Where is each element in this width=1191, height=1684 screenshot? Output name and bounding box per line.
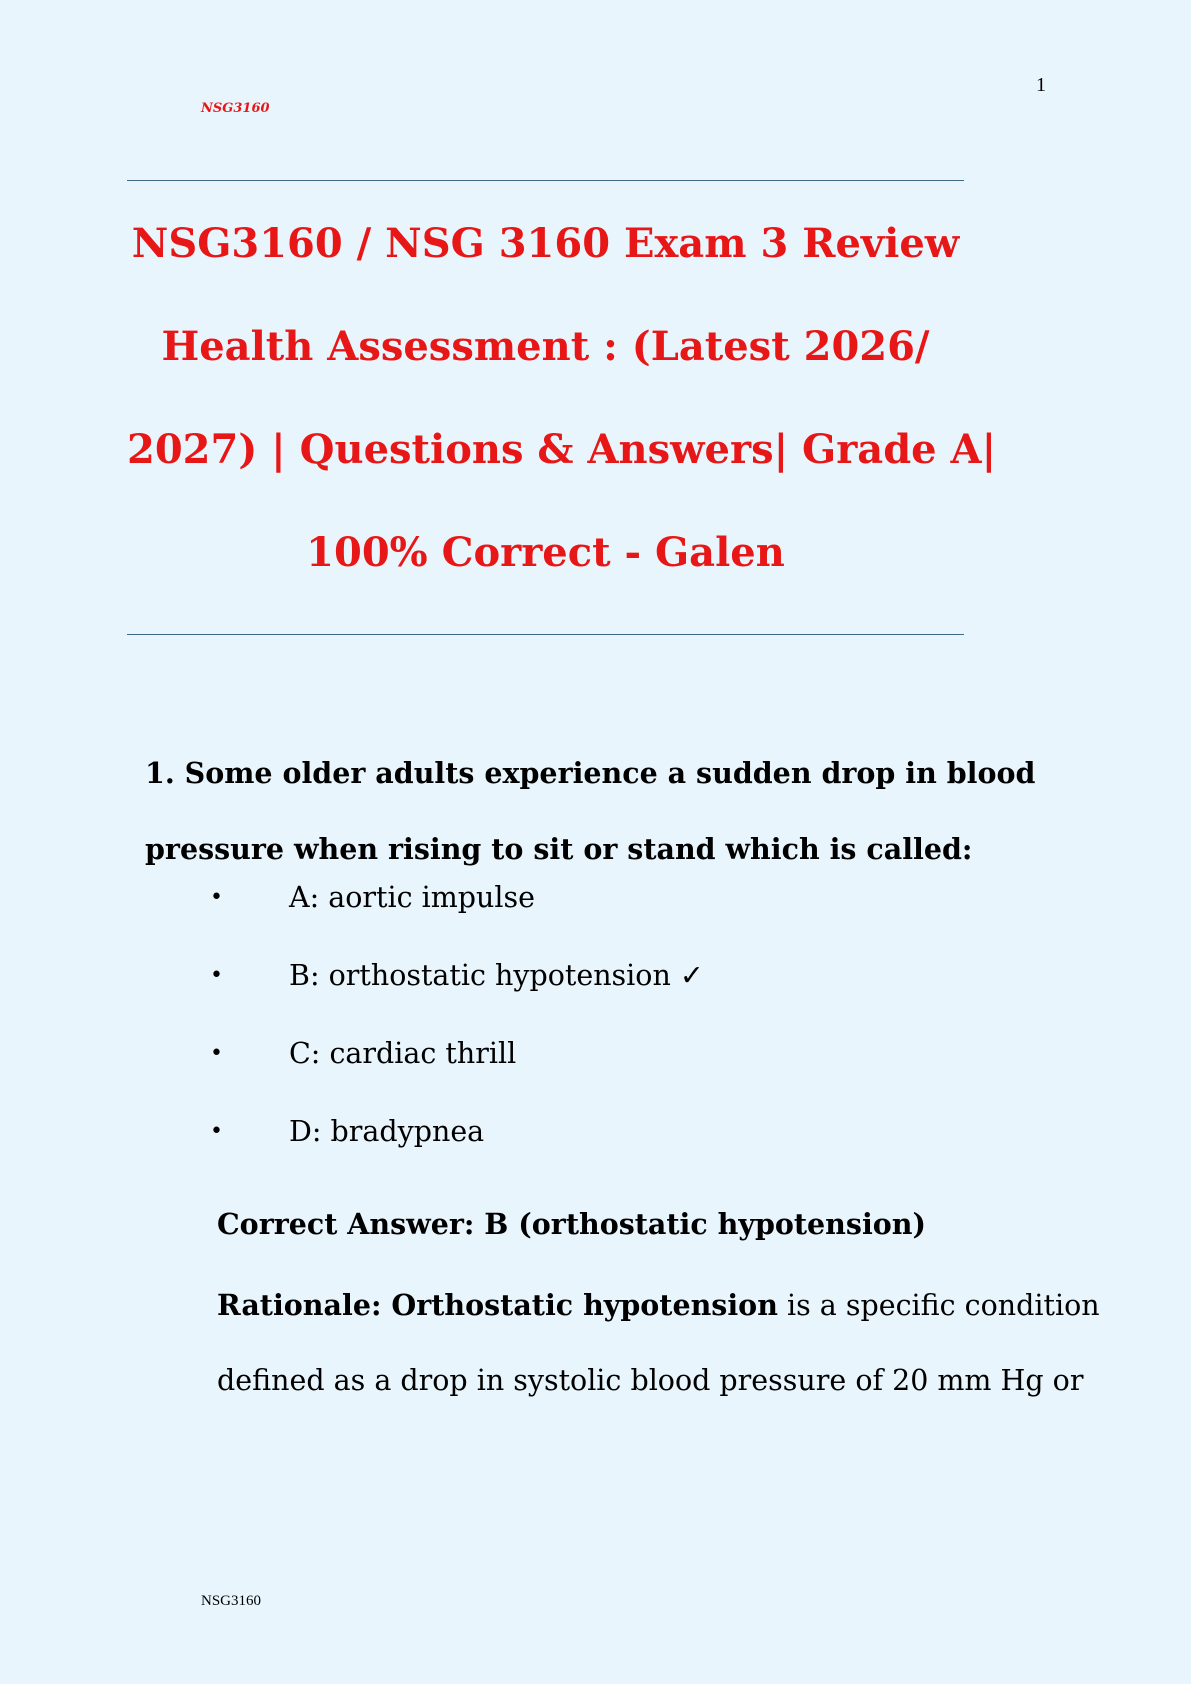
title-line-2: Health Assessment : (Latest 2026/	[161, 323, 930, 370]
bullet: •	[210, 1041, 223, 1066]
title-top-rule	[127, 180, 964, 181]
option-d-text: D: bradypnea	[289, 1115, 485, 1148]
rationale-line-1	[217, 1268, 1100, 1343]
footer-course-code: NSG3160	[201, 1593, 262, 1609]
rationale-label: Rationale: Orthostatic hypotension	[217, 1288, 778, 1322]
page-number: 1	[1036, 74, 1046, 96]
bullet: •	[210, 885, 223, 910]
correct-answer: Correct Answer: B (orthostatic hypotension)	[217, 1207, 926, 1241]
rationale-line-2: defined as a drop in systolic blood pressure of 20 mm Hg or	[217, 1364, 1084, 1397]
title-line-3: 2027) | Questions & Answers| Grade A|	[127, 426, 997, 473]
option-c-text: C: cardiac thrill	[289, 1037, 517, 1070]
title-bottom-rule	[127, 634, 964, 635]
document-title	[127, 192, 997, 604]
bullet: •	[210, 1119, 223, 1144]
rationale	[217, 1268, 1100, 1418]
title-line-1: NSG3160 / NSG 3160 Exam 3 Review	[131, 220, 960, 267]
question-line-2: pressure when rising to sit or stand which is called:	[145, 832, 973, 866]
question-line-1: 1. Some older adults experience a sudden drop in blood	[145, 756, 1036, 790]
rationale-line-1-text: is a specific condition	[777, 1289, 1100, 1322]
option-a-text: A: aortic impulse	[289, 881, 535, 914]
option-b-text: B: orthostatic hypotension ✓	[289, 959, 704, 992]
header-course-code: NSG3160	[201, 101, 270, 116]
bullet: •	[210, 963, 223, 988]
title-line-4: 100% Correct - Galen	[306, 529, 785, 576]
question-1-stem	[145, 735, 1045, 887]
